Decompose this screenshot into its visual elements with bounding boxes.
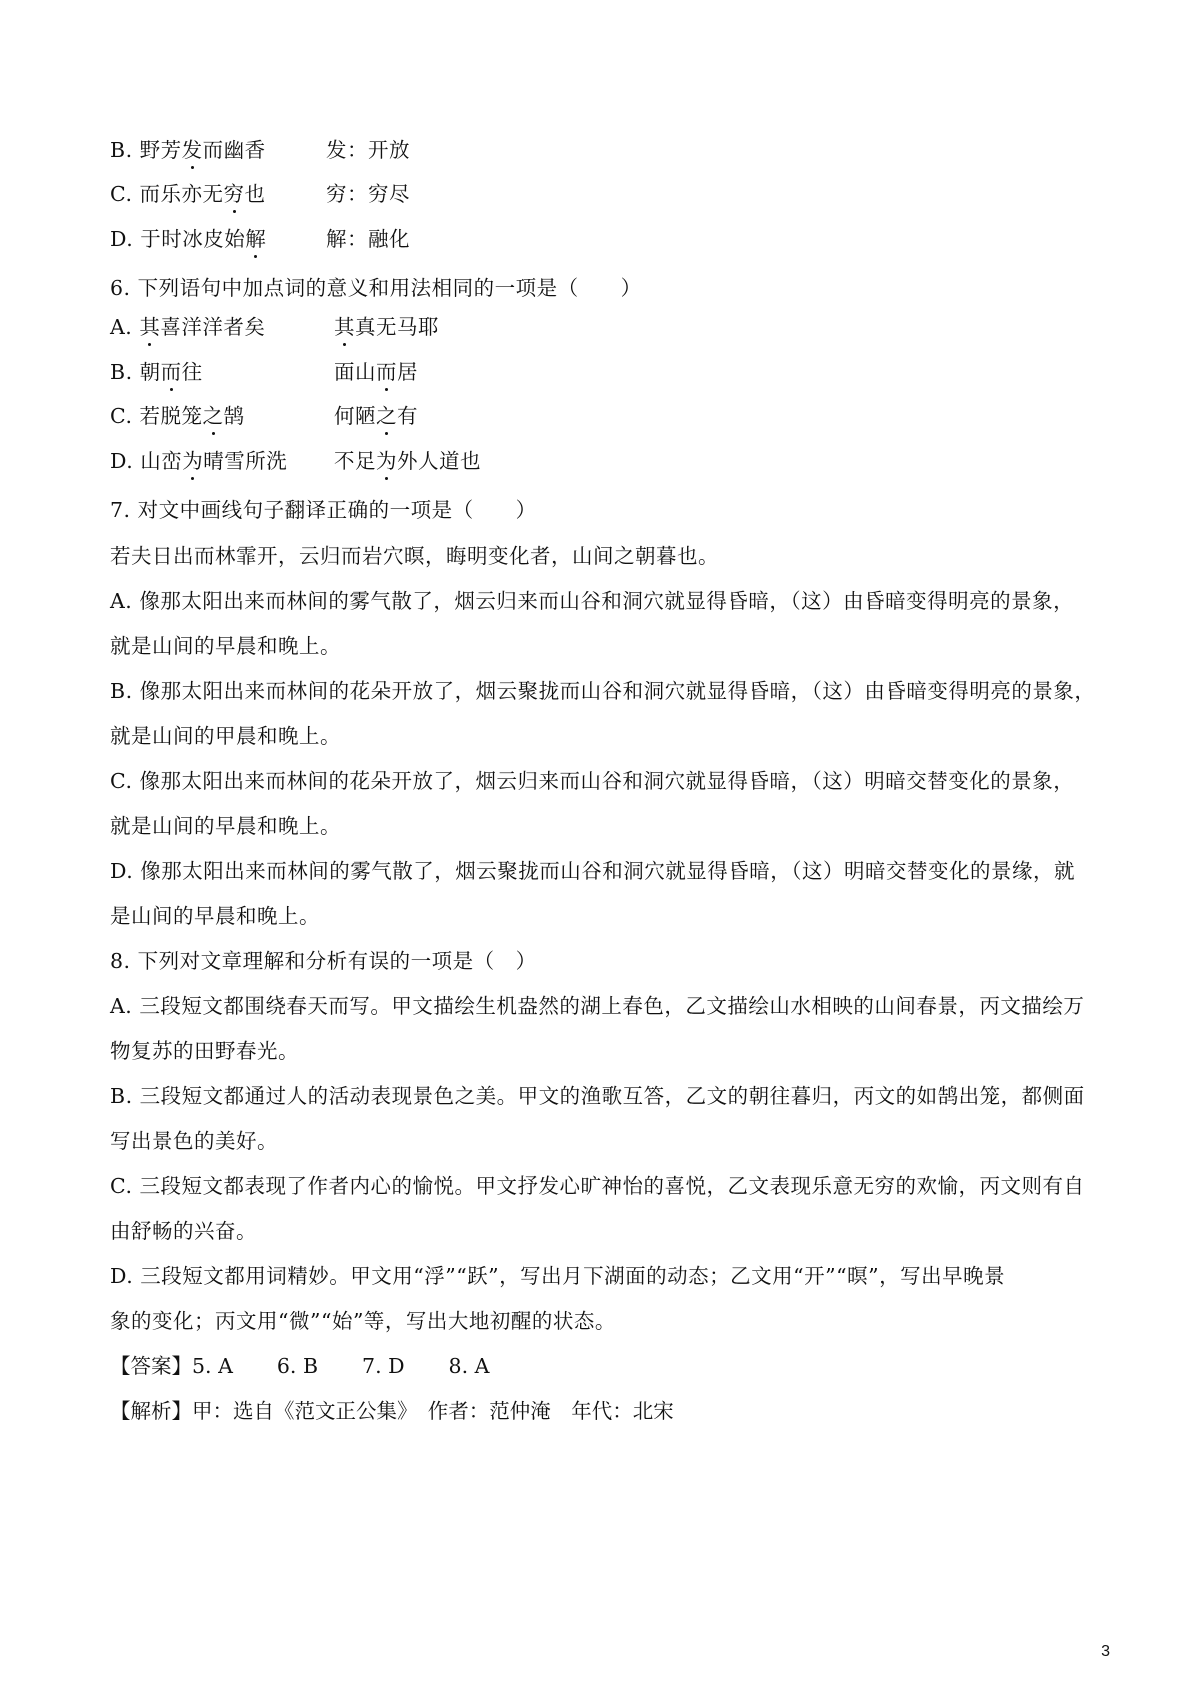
- q7-source-sentence: 若夫日出而林霏开，云归而岩穴暝，晦明变化者，山间之朝暮也。: [110, 544, 719, 568]
- q7-option-d-line1: D. 像那太阳出来而林间的雾气散了，烟云聚拢而山谷和洞穴就显得昏暗，（这）明暗交替变化的景缘，就: [110, 859, 1075, 883]
- q6-option-b: B. 朝而往 面山而居: [110, 360, 418, 384]
- q5-gloss: 穷：穷尽: [326, 182, 410, 206]
- q6-option-c: C. 若脱笼之鹄 何陋之有: [110, 404, 418, 428]
- page-number: 3: [1101, 1643, 1110, 1660]
- emphasis-dot-char: 而: [160, 360, 182, 384]
- emphasis-dot-char: 发: [181, 138, 203, 162]
- q8-stem: 8. 下列对文章理解和分析有误的一项是（ ）: [110, 949, 537, 973]
- q6-stem: 6. 下列语句中加点词的意义和用法相同的一项是（ ）: [110, 276, 642, 300]
- q5-option-b: B. 野芳发而幽香 发：开放: [110, 138, 410, 162]
- emphasis-dot-char: 之: [376, 404, 397, 428]
- emphasis-dot-char: 解: [245, 227, 267, 251]
- q8-option-d-line1: D. 三段短文都用词精妙。甲文用“浮”“跃”，写出月下湖面的动态；乙文用“开”“暝”，写出早晚景: [110, 1264, 1006, 1288]
- q8-option-a-line2: 物复苏的田野春光。: [110, 1039, 299, 1063]
- q6-option-d: D. 山峦为晴雪所洗 不足为外人道也: [110, 449, 481, 473]
- q7-option-d-line2: 是山间的早晨和晚上。: [110, 904, 320, 928]
- emphasis-dot-char: 其: [334, 315, 355, 339]
- answer-item: 5. A: [192, 1354, 233, 1378]
- analysis-text: 甲：选自《范文正公集》 作者：范仲淹 年代：北宋: [192, 1399, 674, 1423]
- q8-option-b-line1: B. 三段短文都通过人的活动表现景色之美。甲文的渔歌互答，乙文的朝往暮归，丙文的如鹄出笼，都侧面: [110, 1084, 1085, 1108]
- emphasis-dot-char: 穷: [223, 182, 245, 206]
- q7-option-b-line1: B. 像那太阳出来而林间的花朵开放了，烟云聚拢而山谷和洞穴就显得昏暗，（这）由昏暗变得明亮的景象，: [110, 679, 1096, 703]
- answer-item: 7. D: [362, 1354, 405, 1378]
- emphasis-dot-char: 其: [139, 315, 161, 339]
- answer-item: 6. B: [276, 1354, 319, 1378]
- q7-option-c-line2: 就是山间的早晨和晚上。: [110, 814, 341, 838]
- q8-option-c-line1: C. 三段短文都表现了作者内心的愉悦。甲文抒发心旷神怡的喜悦，乙文表现乐意无穷的欢愉，丙文则有自: [110, 1174, 1085, 1198]
- q8-option-c-line2: 由舒畅的兴奋。: [110, 1219, 257, 1243]
- q6-compare-phrase: 不足为外人道也: [334, 449, 481, 473]
- q8-option-b-line2: 写出景色的美好。: [110, 1129, 278, 1153]
- q6-compare-phrase: 面山而居: [334, 360, 418, 384]
- q7-option-a-line2: 就是山间的早晨和晚上。: [110, 634, 341, 658]
- q5-gloss: 发：开放: [326, 138, 410, 162]
- q5-option-c: C. 而乐亦无穷也 穷：穷尽: [110, 182, 410, 206]
- q6-compare-phrase: 其真无马耶: [334, 315, 439, 339]
- answer-row: [110, 1349, 489, 1379]
- q6-compare-phrase: 何陋之有: [334, 404, 418, 428]
- q7-option-a-line1: A. 像那太阳出来而林间的雾气散了，烟云归来而山谷和洞穴就显得昏暗，（这）由昏暗变得明亮的景象，: [110, 589, 1075, 613]
- q8-option-a-line1: A. 三段短文都围绕春天而写。甲文描绘生机盎然的湖上春色，乙文描绘山水相映的山间春景，丙文描绘万: [110, 994, 1085, 1018]
- q5-option-d: D. 于时冰皮始解 解：融化: [110, 227, 410, 251]
- emphasis-dot-char: 之: [202, 404, 224, 428]
- q8-option-d-line2: 象的变化；丙文用“微”“始”等，写出大地初醒的状态。: [110, 1309, 616, 1333]
- analysis-row: [110, 1394, 674, 1424]
- analysis-label: 【解析】: [110, 1399, 192, 1423]
- q6-option-a: A. 其喜洋洋者矣 其真无马耶: [110, 315, 439, 339]
- q7-option-b-line2: 就是山间的甲晨和晚上。: [110, 724, 341, 748]
- emphasis-dot-char: 为: [376, 449, 397, 473]
- answer-item: 8. A: [448, 1354, 490, 1378]
- q7-stem: 7. 对文中画线句子翻译正确的一项是（ ）: [110, 498, 537, 522]
- emphasis-dot-char: 为: [182, 449, 204, 473]
- q5-gloss: 解：融化: [326, 227, 410, 251]
- answer-label: 【答案】: [110, 1354, 192, 1378]
- emphasis-dot-char: 而: [376, 360, 397, 384]
- q7-option-c-line1: C. 像那太阳出来而林间的花朵开放了，烟云归来而山谷和洞穴就显得昏暗，（这）明暗交替变化的景象，: [110, 769, 1075, 793]
